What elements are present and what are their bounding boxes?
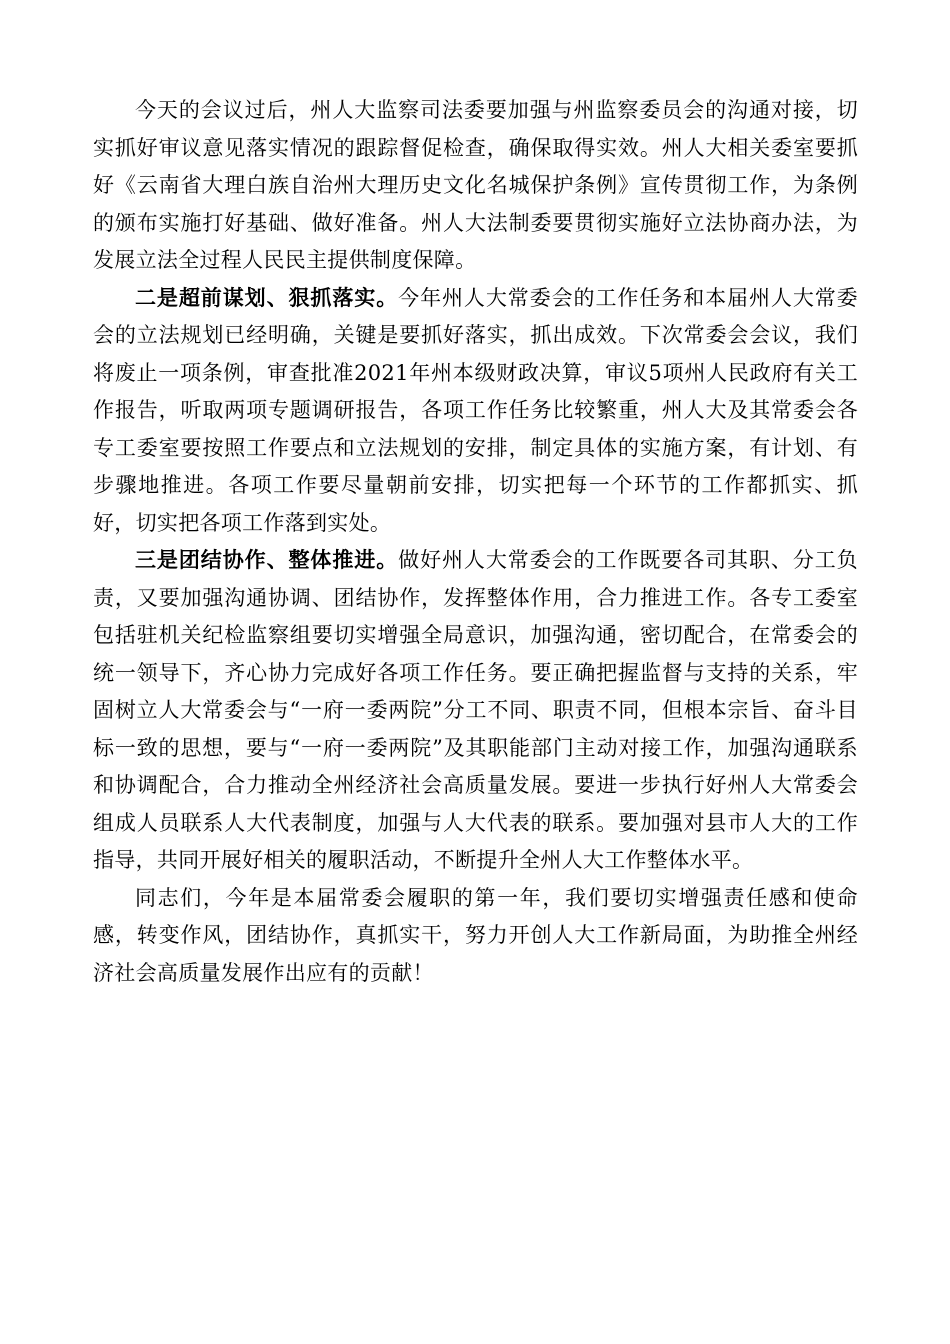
paragraph-4	[93, 880, 858, 993]
paragraph-4-text: 同志们，今年是本届常委会履职的第一年，我们要切实增强责任感和使命感，转变作风，团结协作，真抓实干，努力开创人大工作新局面，为助推全州经济社会高质量发展作出应有的贡献！	[93, 885, 858, 985]
paragraph-2-lead: 二是超前谋划、狠抓落实。	[135, 285, 399, 310]
document-body	[93, 92, 858, 992]
paragraph-3	[93, 542, 858, 880]
paragraph-3-lead: 三是团结协作、整体推进。	[135, 548, 399, 572]
paragraph-1-text: 今天的会议过后，州人大监察司法委要加强与州监察委员会的沟通对接，切实抓好审议意见落实情况的跟踪督促检查，确保取得实效。州人大相关委室要抓好《云南省大理白族自治州大理历史文化名城保护条例》宣传贯彻工作，为条例的颁布实施打好基础、做好准备。州人大法制委要贯彻实施好立法协商办法，为发展立法全过程人民民主提供制度保障。	[93, 98, 858, 272]
paragraph-1	[93, 92, 858, 280]
paragraph-2-text: 今年州人大常委会的工作任务和本届州人大常委会的立法规划已经明确，关键是要抓好落实，抓出成效。下次常委会会议，我们将废止一项条例，审查批准2021年州本级财政决算，审议5项州人民政府有关工作报告，听取两项专题调研报告，各项工作任务比较繁重，州人大及其常委会各专工委室要按照工作要点和立法规划的安排，制定具体的实施方案，有计划、有步骤地推进。各项工作要尽量朝前安排，切实把每一个环节的工作都抓实、抓好，切实把各项工作落到实处。	[93, 285, 858, 535]
paragraph-3-text: 做好州人大常委会的工作既要各司其职、分工负责，又要加强沟通协调、团结协作，发挥整体作用，合力推进工作。各专工委室包括驻机关纪检监察组要切实增强全局意识，加强沟通，密切配合，在常委会的统一领导下，齐心协力完成好各项工作任务。要正确把握监督与支持的关系，牢固树立人大常委会与“一府一委两院”分工不同、职责不同，但根本宗旨、奋斗目标一致的思想，要与“一府一委两院”及其职能部门主动对接工作，加强沟通联系和协调配合，合力推动全州经济社会高质量发展。要进一步执行好州人大常委会组成人员联系人大代表制度，加强与人大代表的联系。要加强对县市人大的工作指导，共同开展好相关的履职活动，不断提升全州人大工作整体水平。	[93, 548, 858, 872]
paragraph-2	[93, 280, 858, 543]
